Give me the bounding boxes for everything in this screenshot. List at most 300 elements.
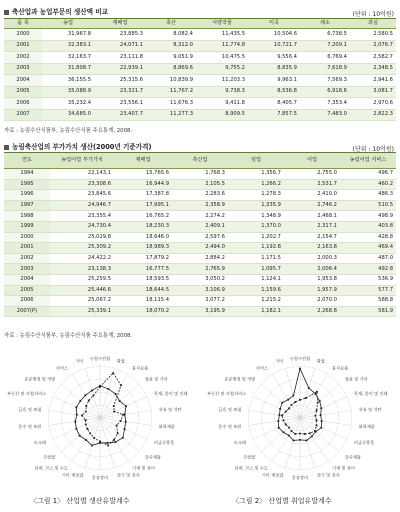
row-year: 2000 xyxy=(4,29,42,41)
table-cell: 24,730.4 xyxy=(50,221,114,232)
solid-series-point xyxy=(91,445,93,447)
table-cell: 2,884.2 xyxy=(172,253,228,264)
table-cell: 2,410.0 xyxy=(284,190,340,201)
table-cell: 2,070.0 xyxy=(284,296,340,307)
dashed-series-point xyxy=(291,404,293,406)
axis-label: 부동산 및 사업서비스 xyxy=(206,390,247,396)
dashed-series-point xyxy=(288,427,290,429)
axis-label: 농림수산업 xyxy=(89,356,111,362)
table-cell: 6,738.5 xyxy=(300,29,350,41)
radar-chart-employment xyxy=(202,342,398,492)
axis-spoke xyxy=(85,368,100,418)
table-cell: 2,531.7 xyxy=(284,179,340,190)
table-row xyxy=(4,200,396,211)
axis-spoke xyxy=(85,418,100,468)
column-header: 미곡 xyxy=(248,19,300,29)
table-cell: 1,182.1 xyxy=(228,306,284,317)
table-cell: 487.0 xyxy=(340,253,396,264)
solid-series-point xyxy=(119,400,121,402)
table-row xyxy=(4,179,396,190)
table1-source: 자료 : 농림수산식품부, 농림수산식품 주요통계, 2008. xyxy=(4,128,133,134)
dashed-series-point xyxy=(316,391,318,393)
table-cell: 25,259.5 xyxy=(50,274,114,285)
table-cell: 486.3 xyxy=(340,190,396,201)
table-cell: 6,918.6 xyxy=(300,86,350,98)
row-year: 1997 xyxy=(4,200,50,211)
table-cell: 8,869.6 xyxy=(146,63,196,75)
solid-series-point xyxy=(99,442,101,444)
dashed-series-point xyxy=(88,400,90,402)
axis-label: 비금속광물 xyxy=(153,440,175,446)
table-cell: 11,676.3 xyxy=(146,98,196,110)
table-cell: 1,215.2 xyxy=(228,296,284,307)
row-year: 2001 xyxy=(4,243,50,254)
table-cell: 2,358.9 xyxy=(172,200,228,211)
table-row xyxy=(4,221,396,232)
table-cell: 24,071.1 xyxy=(94,40,146,52)
axis-label: 금융 및 보험 xyxy=(18,407,42,413)
table-cell: 2,597.6 xyxy=(172,232,228,243)
axis-spoke xyxy=(261,384,300,418)
table-cell: 1,356.7 xyxy=(228,169,284,180)
column-header: 축산업 xyxy=(172,153,228,169)
table-cell: 34,685.0 xyxy=(42,109,94,121)
table-cell: 18,070.2 xyxy=(114,306,172,317)
table-row xyxy=(4,109,396,121)
table-cell: 403.8 xyxy=(340,221,396,232)
dashed-series-point xyxy=(99,386,101,388)
axis-label: 금융 및 보험 xyxy=(218,407,242,413)
table-cell: 17,995.1 xyxy=(114,200,172,211)
axis-spoke xyxy=(100,368,115,418)
solid-series-point xyxy=(299,368,301,370)
dashed-series-point xyxy=(113,411,115,413)
axis-label: 기타 제조업 xyxy=(61,472,84,478)
dashed-series-point xyxy=(89,432,91,434)
axis-label: 서비스 xyxy=(255,365,268,371)
axis-label: 금속제품 xyxy=(144,454,161,460)
table-cell: 9,963.1 xyxy=(248,75,300,87)
axis-label: 목재, 종이 및 인쇄 xyxy=(153,390,188,396)
table-cell: 8,835.9 xyxy=(248,63,300,75)
dashed-series-point xyxy=(85,424,87,426)
table-cell: 3,106.9 xyxy=(172,285,228,296)
table-cell: 10,721.7 xyxy=(248,40,300,52)
table-cell: 9,051.9 xyxy=(146,52,196,64)
table-cell: 2,755.0 xyxy=(284,169,340,180)
table-cell: 1,370.0 xyxy=(228,221,284,232)
row-year: 1999 xyxy=(4,221,50,232)
axis-label: 석유 및 석탄 xyxy=(358,407,382,413)
axis-label: 공공행정 및 국방 xyxy=(224,376,256,382)
table-cell: 2,283.6 xyxy=(172,190,228,201)
dashed-series-point xyxy=(93,395,95,397)
dashed-series-point xyxy=(113,405,115,407)
column-header: 품 목 xyxy=(4,19,42,29)
table-cell: 10,504.6 xyxy=(248,29,300,41)
table-row xyxy=(4,169,396,180)
solid-series-point xyxy=(287,399,289,401)
table2-source: 자료 : 농림수산식품부, 농림수산식품 주요통계, 2008. xyxy=(4,333,133,339)
dashed-series-point xyxy=(283,419,285,421)
table-cell: 1,266.2 xyxy=(228,179,284,190)
solid-series-point xyxy=(125,421,127,423)
solid-series-point xyxy=(321,420,323,422)
column-header: 축산 xyxy=(146,19,196,29)
solid-series-point xyxy=(79,435,81,437)
table-cell: 2,746.2 xyxy=(284,200,340,211)
solid-series-point xyxy=(293,440,295,442)
table-cell: 7,483.0 xyxy=(300,109,350,121)
axis-label: 전력, 가스 및 수도 xyxy=(234,465,268,471)
dashed-series-point xyxy=(99,441,101,443)
table-cell: 35,232.4 xyxy=(42,98,94,110)
column-header: 재배업 xyxy=(114,153,172,169)
row-year: 2002 xyxy=(4,52,42,64)
solid-series-point xyxy=(319,400,321,402)
dashed-series-point xyxy=(299,399,301,401)
dashed-series-point xyxy=(317,402,319,404)
dashed-series-point xyxy=(85,419,87,421)
table-cell: 25,309.2 xyxy=(50,243,114,254)
table-cell: 25,339.1 xyxy=(50,306,114,317)
solid-series-point xyxy=(320,427,322,429)
table-cell: 1,768.3 xyxy=(172,169,228,180)
table-cell: 10,839.9 xyxy=(146,75,196,87)
table-cell: 18,230.3 xyxy=(114,221,172,232)
axis-spoke xyxy=(300,368,315,418)
solid-series-point xyxy=(124,414,126,416)
table-row xyxy=(4,29,396,41)
table-cell: 23,355.4 xyxy=(50,211,114,222)
dashed-series-point xyxy=(87,428,89,430)
table-cell: 16,765.2 xyxy=(114,211,172,222)
column-header: 농림어업 서비스 xyxy=(340,153,396,169)
table-cell: 7,857.5 xyxy=(248,109,300,121)
table-cell: 469.4 xyxy=(340,243,396,254)
table-cell: 11,435.5 xyxy=(196,29,248,41)
table2-title: 농림축산업의 부가가치 생산(2000년 기준가격) xyxy=(4,141,152,151)
table-cell: 7,618.9 xyxy=(300,63,350,75)
table-cell: 23,556.1 xyxy=(94,98,146,110)
row-year: 1995 xyxy=(4,179,50,190)
column-header: 연도 xyxy=(4,153,50,169)
dashed-series-point xyxy=(314,430,316,432)
table-cell: 2,941.6 xyxy=(350,75,396,87)
bullet-icon xyxy=(4,145,9,150)
axis-label: 건설업 xyxy=(43,454,56,460)
table-cell: 18,115.4 xyxy=(114,296,172,307)
dashed-series-point xyxy=(316,410,318,412)
table-cell: 24,946.7 xyxy=(50,200,114,211)
table-cell: 2,348.5 xyxy=(350,63,396,75)
table-cell: 2,317.1 xyxy=(284,221,340,232)
table-cell: 2,268.8 xyxy=(284,306,340,317)
row-year: 2005 xyxy=(4,86,42,98)
row-year: 2003 xyxy=(4,63,42,75)
table-cell: 2,765.9 xyxy=(172,264,228,275)
table-cell: 23,138.3 xyxy=(50,264,114,275)
table-cell: 8,909.5 xyxy=(196,109,248,121)
table-row xyxy=(4,253,396,264)
solid-series-point xyxy=(85,439,87,441)
dashed-series-point xyxy=(315,415,317,417)
table-row xyxy=(4,52,396,64)
table-cell: 1,192.8 xyxy=(228,243,284,254)
table-cell: 7,569.3 xyxy=(300,75,350,87)
dashed-series-point xyxy=(122,414,124,416)
production-table xyxy=(4,18,396,121)
table-row xyxy=(4,274,396,285)
dashed-series-point xyxy=(316,425,318,427)
dashed-series-point xyxy=(285,411,287,413)
table-cell: 2,105.5 xyxy=(172,179,228,190)
row-year: 2001 xyxy=(4,40,42,52)
dashed-series-point xyxy=(85,405,87,407)
table-cell: 510.5 xyxy=(340,200,396,211)
table-cell: 2,006.4 xyxy=(284,264,340,275)
axis-label: 섬유 및 가죽 xyxy=(144,376,168,382)
solid-series-point xyxy=(279,408,281,410)
table-cell: 8,312.0 xyxy=(146,40,196,52)
dashed-series-point xyxy=(107,445,109,447)
solid-series-point xyxy=(283,431,285,433)
solid-series-point xyxy=(279,414,281,416)
table-cell: 8,536.8 xyxy=(248,86,300,98)
table-cell: 2,468.1 xyxy=(284,211,340,222)
table-cell: 23,308.6 xyxy=(50,179,114,190)
table-cell: 1,171.5 xyxy=(228,253,284,264)
table-cell: 22,939.1 xyxy=(94,63,146,75)
table-cell: 18,989.3 xyxy=(114,243,172,254)
column-header: 임업 xyxy=(228,153,284,169)
axis-label: 운수 및 보관 xyxy=(18,423,42,429)
dashed-series-point xyxy=(116,425,118,427)
solid-series-point xyxy=(122,437,124,439)
table-cell: 22,143.1 xyxy=(50,169,114,180)
table-cell: 23,111.8 xyxy=(94,52,146,64)
table-cell: 17,387.8 xyxy=(114,190,172,201)
table-cell: 3,077.2 xyxy=(172,296,228,307)
axis-label: 기타 제조업 xyxy=(261,472,284,478)
table-row xyxy=(4,190,396,201)
column-header: 과실 xyxy=(350,19,396,29)
table-cell: 2,163.8 xyxy=(284,243,340,254)
axis-label: 화학제품 xyxy=(358,423,375,429)
table-cell: 10,475.5 xyxy=(196,52,248,64)
dashed-series-point xyxy=(81,415,83,417)
table-row xyxy=(4,98,396,110)
table-row xyxy=(4,296,396,307)
table-cell: 25,067.2 xyxy=(50,296,114,307)
axis-label: 기계 및 장비 xyxy=(332,465,355,471)
axis-label: 공공행정 및 국방 xyxy=(24,376,56,382)
table-cell: 2,076.7 xyxy=(350,40,396,52)
dashed-series-point xyxy=(113,439,115,441)
table-cell: 1,957.9 xyxy=(284,285,340,296)
table-row xyxy=(4,232,396,243)
axis-label: 기타 xyxy=(275,358,284,364)
table-cell: 11,767.2 xyxy=(146,86,196,98)
table-row xyxy=(4,86,396,98)
solid-series-point xyxy=(125,405,127,407)
table-cell: 24,422.2 xyxy=(50,253,114,264)
table-cell: 3,195.9 xyxy=(172,306,228,317)
solid-series-point xyxy=(288,435,290,437)
axis-label: 화학제품 xyxy=(158,423,175,429)
table-cell: 11,774.8 xyxy=(196,40,248,52)
table-row xyxy=(4,243,396,254)
table-cell: 492.8 xyxy=(340,264,396,275)
table-cell: 2,580.5 xyxy=(350,29,396,41)
axis-label: 건설업 xyxy=(243,454,256,460)
table-cell: 23,885.3 xyxy=(94,29,146,41)
table-cell: 16,777.5 xyxy=(114,264,172,275)
table-cell: 6,769.4 xyxy=(300,52,350,64)
table-cell: 25,446.6 xyxy=(50,285,114,296)
axis-label: 전력, 가스 및 수도 xyxy=(34,465,68,471)
row-year: 2007 xyxy=(4,109,42,121)
column-header: 식량작물 xyxy=(196,19,248,29)
table-cell: 31,967.8 xyxy=(42,29,94,41)
dashed-series-point xyxy=(120,384,122,386)
value-added-table xyxy=(4,152,396,317)
solid-series-point xyxy=(115,393,117,395)
dashed-series-point xyxy=(294,401,296,403)
axis-label: 서비스 xyxy=(55,365,68,371)
table1-unit: (단위 : 10억원) xyxy=(352,11,394,18)
axis-label: 운송장비 xyxy=(91,474,109,480)
figure2-caption: 〈그림 2〉 산업별 취업유발계수 xyxy=(232,497,332,505)
axis-label: 부동산 및 사업서비스 xyxy=(6,390,47,396)
table-cell: 11,277.3 xyxy=(146,109,196,121)
axis-label: 전기 및 전자 xyxy=(116,472,140,478)
dashed-series-point xyxy=(288,408,290,410)
axis-label: 광업 xyxy=(316,358,325,364)
table-cell: 9,738.3 xyxy=(196,86,248,98)
axis-spoke xyxy=(285,368,300,418)
axis-label: 도소매 xyxy=(233,440,247,446)
table-cell: 496.7 xyxy=(340,169,396,180)
column-header: 농업 xyxy=(42,19,94,29)
table-cell: 11,203.3 xyxy=(196,75,248,87)
row-year: 2005 xyxy=(4,285,50,296)
figure1-caption: 〈그림 1〉 산업별 생산유발계수 xyxy=(30,497,130,505)
table-cell: 428.8 xyxy=(340,232,396,243)
table-cell: 3,050.2 xyxy=(172,274,228,285)
table-cell: 18,646.0 xyxy=(114,232,172,243)
table-cell: 2,494.0 xyxy=(172,243,228,254)
solid-series-point xyxy=(320,414,322,416)
table-cell: 18,593.5 xyxy=(114,274,172,285)
solid-series-point xyxy=(278,427,280,429)
solid-series-point xyxy=(281,402,283,404)
axis-label: 도소매 xyxy=(33,440,47,446)
axis-label: 금속제품 xyxy=(344,454,361,460)
solid-series-point xyxy=(124,428,126,430)
dashed-series-point xyxy=(120,420,122,422)
solid-series-point xyxy=(320,407,322,409)
table-cell: 581.9 xyxy=(340,306,396,317)
solid-series-point xyxy=(76,414,78,416)
row-year: 2006 xyxy=(4,98,42,110)
solid-series-point xyxy=(91,390,93,392)
axis-label: 비금속광물 xyxy=(353,440,375,446)
table-cell: 8,405.7 xyxy=(248,98,300,110)
table-row xyxy=(4,40,396,52)
solid-series-point xyxy=(115,441,117,443)
table-cell: 1,348.9 xyxy=(228,211,284,222)
axis-label: 섬유 및 가죽 xyxy=(344,376,368,382)
table-cell: 2,274.2 xyxy=(172,211,228,222)
row-year: 2007(P) xyxy=(4,306,50,317)
table-cell: 460.2 xyxy=(340,179,396,190)
axis-label: 목재, 종이 및 인쇄 xyxy=(353,390,388,396)
table-row xyxy=(4,264,396,275)
row-year: 2004 xyxy=(4,75,42,87)
table-cell: 15,765.6 xyxy=(114,169,172,180)
table-cell: 35,088.9 xyxy=(42,86,94,98)
table-cell: 2,000.3 xyxy=(284,253,340,264)
axis-spoke xyxy=(285,418,300,468)
axis-label: 전기 및 전자 xyxy=(316,472,340,478)
axis-spoke xyxy=(261,418,300,452)
table-cell: 23,407.7 xyxy=(94,109,146,121)
dashed-series-point xyxy=(309,432,311,434)
column-header: 어업 xyxy=(284,153,340,169)
table-row xyxy=(4,306,396,317)
dashed-series-point xyxy=(117,432,119,434)
dashed-series-point xyxy=(316,419,318,421)
solid-series-point xyxy=(299,439,301,441)
row-year: 2000 xyxy=(4,232,50,243)
column-header: 재배업 xyxy=(94,19,146,29)
table-cell: 18,644.5 xyxy=(114,285,172,296)
axis-label: 음식료품 xyxy=(332,365,349,371)
table-cell: 9,556.4 xyxy=(248,52,300,64)
column-header: 농업어업 부가가치 xyxy=(50,153,114,169)
row-year: 2006 xyxy=(4,296,50,307)
table-cell: 17,879.2 xyxy=(114,253,172,264)
axis-label: 음식료품 xyxy=(132,365,149,371)
table-cell: 1,335.9 xyxy=(228,200,284,211)
solid-series-point xyxy=(311,435,313,437)
table-cell: 25,029.8 xyxy=(50,232,114,243)
solid-series-point xyxy=(308,387,310,389)
table-row xyxy=(4,75,396,87)
axis-label: 운송장비 xyxy=(291,474,309,480)
table-row xyxy=(4,285,396,296)
row-year: 2002 xyxy=(4,253,50,264)
table-cell: 577.7 xyxy=(340,285,396,296)
column-header: 채소 xyxy=(300,19,350,29)
solid-series-point xyxy=(84,394,86,396)
table-cell: 2,582.7 xyxy=(350,52,396,64)
table-cell: 36,155.5 xyxy=(42,75,94,87)
table-cell: 2,822.3 xyxy=(350,109,396,121)
radar-chart-production xyxy=(2,342,198,492)
solid-series-point xyxy=(75,406,77,408)
table-cell: 1,095.7 xyxy=(228,264,284,275)
dashed-series-point xyxy=(294,433,296,435)
table-cell: 7,353.4 xyxy=(300,98,350,110)
dashed-series-point xyxy=(281,415,283,417)
table-cell: 31,808.7 xyxy=(42,63,94,75)
table-cell: 1,953.8 xyxy=(284,274,340,285)
table-cell: 536.9 xyxy=(340,274,396,285)
axis-label: 기타 xyxy=(75,358,84,364)
dashed-series-point xyxy=(291,430,293,432)
